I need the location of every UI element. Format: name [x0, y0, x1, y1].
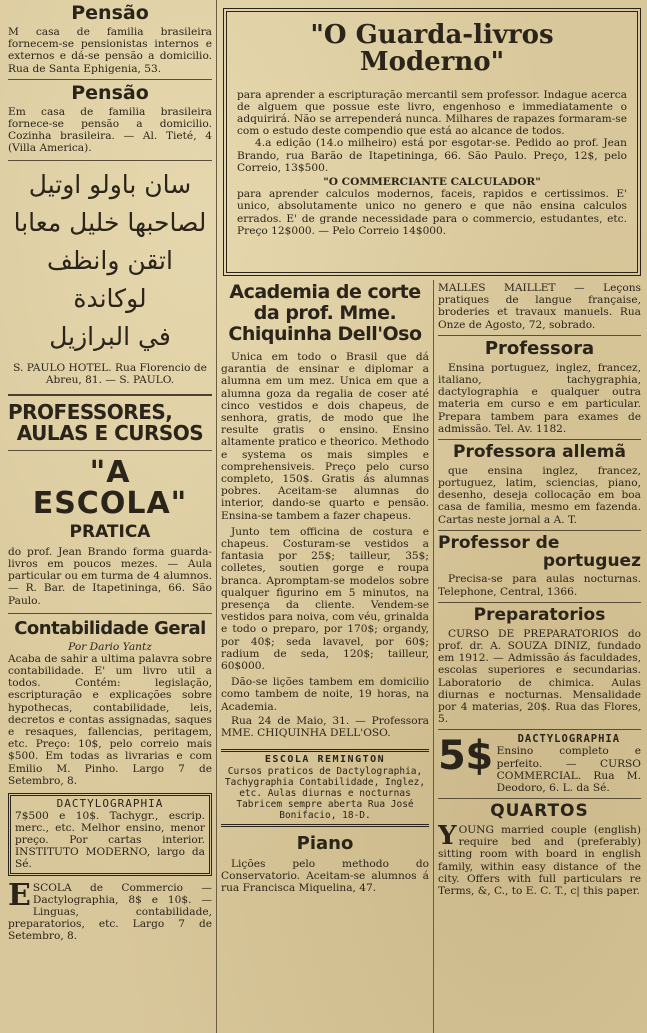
- ad-malles-maillet: [438, 282, 641, 331]
- column-2: [221, 282, 429, 1033]
- ad-title: Pensão: [71, 4, 149, 24]
- arabic-line: في البرازيل: [49, 321, 171, 351]
- ad-body: Ensina portuguez, inglez, francez, italiano, tachygraphia, dactylographia e qualquer outra materia em curso e em particular. Prepara tambem para exames de admissão. Tel. Av. 1182.: [438, 361, 641, 435]
- ad-body: Rua 24 de Maio, 31. — Professora MME. CHIQUINHA DELL'OSO.: [221, 714, 429, 740]
- section-professores: [8, 399, 212, 445]
- ad-sub-body: para aprender calculos modernos, faceis, rapidos e certissimos. E' unico, absolutamente unico no genero e que não ensina calculos errados. E' de grande necessidade para o commercio, estudantes, etc. Preço 12$000. — Pelo Correio 14$000.: [237, 188, 627, 237]
- ad-title: Professora allemã: [453, 441, 626, 462]
- ad-title: Piano: [296, 832, 354, 854]
- ad-escola-commercio: [8, 877, 212, 943]
- divider: [8, 613, 212, 614]
- arabic-line: لصاحبها خليل معابا: [13, 207, 207, 237]
- ad-body: OUNG married couple (english) require bed and (preferably) sitting room with board in english family, within easy distance of the city. Offers with full particulars re Terms, &, C., to E. C. T., c| this paper.: [438, 824, 641, 898]
- ad-body: CURSO DE PREPARATORIOS do prof. dr. A. SOUZA DINIZ, fundado em 1912. — Admissão ás faculdades, escolas superiores e secundarias. Laboratorio de chimica. Aulas diurnas e nocturnas. Mensalidade por 4 materias, 20$. Rua das Flores, 5.: [438, 627, 641, 726]
- arabic-line: سان باولو اوتيل: [28, 169, 192, 199]
- ad-title: QUARTOS: [490, 801, 589, 822]
- column-1: [8, 4, 212, 1033]
- ad-title: "O Guarda-livros Moderno": [310, 20, 554, 78]
- ad-body: Unica em todo o Brasil que dá garantia de ensinar e diplomar a alumna em um mez. Unica em que a alumna goza da regalia de coser até cinco vestidos e dois chapeus, de senhora, gratis, de modo que lhe resulte gratis o ensino. Ensino altamente pratico e theorico. Methodo e systema os mais simples e comprehensiveis. Preço pelo curso completo, 150$. Gratis ás alumnas pobres. Aceitam-se alumnas do interior, dando-se quarto e pensão. Ensina-se tambem a fazer chapeus.: [221, 351, 429, 522]
- ad-title: "A ESCOLA": [32, 454, 188, 522]
- ad-title: Preparatorios: [473, 604, 606, 625]
- ad-body: Junto tem officina de costura e chapeus. Costuram-se vestidos a fantasia por 25$; tailleur, 35$; colletes, soutien gorge e roupa branca. Apromptam-se modelos sobre qualquer figurino em 5 minutos, na presença da cliente. Vendem-se vestidos para noiva, com véu, grinalda e todo o preparo, por 170$; organdy, por 40$; seda lavavel, por 60$; radium de seda, 120$; tailleur, 60$000.: [221, 525, 429, 673]
- ad-title: ESCOLA REMINGTON: [264, 754, 386, 766]
- ad-body: Ensino completo e perfeito. — CURSO COMMERCIAL. Rua M. Deodoro, 6. L. da Sé.: [496, 745, 641, 794]
- ad-professora-alleman: [438, 441, 641, 526]
- drop-cap: E: [8, 877, 31, 913]
- ad-body: MALLES MAILLET — Leçons pratiques de langue française, broderies et travaux manuels. Rua Onze de Agosto, 72, sobrado.: [438, 282, 641, 331]
- divider: [438, 439, 641, 440]
- ad-body: Lições pelo methodo do Conservatorio. Aceitam-se alumnos á rua Francisca Miquelina, 47.: [221, 857, 429, 895]
- ad-title: Academia de corte da prof. Mme. Chiquinha Dell'Oso: [228, 282, 422, 345]
- ad-contabilidade: [8, 617, 212, 787]
- ad-pensao-2: [8, 81, 212, 155]
- divider: [8, 394, 212, 396]
- ad-title: Pensão: [71, 81, 149, 104]
- ad-body: do prof. Jean Brando forma guarda-livros em poucos mezes. — Aula particular ou em turma de 4 alumnos. — R. Bar. de Itapetininga, 66. São Paulo.: [8, 545, 212, 607]
- ad-quartos: [438, 803, 641, 897]
- ad-title: Contabilidade Geral: [14, 617, 206, 639]
- section-title: PROFESSORES,: [8, 399, 173, 424]
- ad-subtitle: "O COMMERCIANTE CALCULADOR": [323, 176, 541, 189]
- column-rule-2: [433, 280, 434, 1033]
- ad-title: Professora: [484, 337, 595, 359]
- divider: [438, 335, 641, 336]
- divider: [8, 160, 212, 161]
- ad-title: DACTYLOGRAPHIA: [517, 733, 621, 746]
- divider: [8, 450, 212, 451]
- ad-title: DACTYLOGRAPHIA: [56, 797, 164, 811]
- ad-dactylographia-box: [8, 793, 212, 876]
- arabic-line: اتقن وانظف لوكاندة: [47, 245, 173, 313]
- divider: [438, 729, 641, 730]
- ad-edition: 4.a edição (14.o milheiro) está por esgotar-se. Pedido ao prof. Jean Brando, rua Barão de Itapetininga, 66. São Paulo. Preço, 12$, pelo Correio, 13$500.: [237, 137, 627, 174]
- hotel-address: S. PAULO HOTEL. Rua Florencio de Abreu, 81. — S. PAULO.: [13, 361, 207, 386]
- ad-title: Professor de: [438, 532, 560, 553]
- ad-body: que ensina inglez, francez, portuguez, latim, sciencias, piano, desenho, deseja collocação em boa casa de familia, mesmo em fazenda. Cartas neste jornal a A. T.: [438, 464, 641, 526]
- ad-professor-portuguez: [438, 532, 641, 598]
- ad-price-big: 5$: [438, 733, 493, 780]
- ad-body: para aprender a escripturação mercantil sem professor. Indague acerca de alguem que possue este livro, engenhoso e immediatamente o adquirirá. Não se arrependerá nunca. Milhares de rapazes formaram-se com o estudo deste compendio que está ao alcance de todos.: [237, 88, 627, 138]
- divider: [8, 79, 212, 80]
- ad-author: Por Dario Yantz: [68, 640, 152, 653]
- ad-dactylographia-5: [438, 734, 641, 794]
- ad-guarda-livros-box: [223, 8, 641, 276]
- drop-cap: Y: [438, 821, 457, 852]
- ad-academia-corte: [221, 282, 429, 739]
- ad-body: M casa de familia brasileira fornecem-se pensionistas internos e externos e dá-se pensão a domicilio. Rua de Santa Ephigenia, 53.: [8, 25, 212, 75]
- column-3: [438, 282, 641, 1033]
- section-title: AULAS E CURSOS: [16, 420, 204, 445]
- ad-body: Precisa-se para aulas nocturnas. Telephone, Central, 1366.: [438, 573, 641, 598]
- ad-title: portuguez: [542, 550, 641, 571]
- divider: [438, 798, 641, 799]
- divider: [438, 602, 641, 603]
- ad-a-escola: [8, 454, 212, 607]
- ad-body: Acaba de sahir a ultima palavra sobre contabilidade. E' um livro util a todos. Contém: legislação, escripturação e explicações sobre hypothecas, contabilidade, leis, decretos e contas assignadas, saques e resaques, fallencias, peritagem, etc. Preço: 10$, pelo correio mais $500. Em todas as livrarias e com Emilio M. Pinho. Largo 7 de Setembro, 8.: [8, 652, 212, 787]
- ad-escola-remington: [221, 749, 429, 827]
- ad-sao-paulo-hotel: [8, 166, 212, 386]
- ad-pensao-1: [8, 4, 212, 75]
- ad-body: Em casa de familia brasileira fornece-se pensão a domicilio. Cozinha brasileira. — Al. Tieté, 4 (Villa America).: [8, 105, 212, 155]
- divider: [438, 530, 641, 531]
- ad-body: Dão-se lições tambem em domicilio como tambem de noite, 19 horas, na Academia.: [221, 676, 429, 713]
- ad-preparatorios: [438, 604, 641, 726]
- ad-body: 7$500 e 10$. Tachygr., escrip. merc., etc. Melhor ensino, menor preço. Por cartas interior. INSTITUTO MODERNO, largo da Sé.: [15, 809, 205, 871]
- ad-piano: [221, 832, 429, 895]
- ad-body: SCOLA de Commercio — Dactylographia, 8$ e 10$. — Linguas, contabilidade, preparatorios, etc. Largo 7 de Setembro, 8.: [8, 881, 212, 943]
- ad-subtitle: PRATICA: [69, 521, 151, 542]
- ad-body: Cursos praticos de Dactylographia, Tachygraphia Contabilidade, Inglez, etc. Aulas diurnas e nocturnas Tabricem sempre aberta Rua José Bonifacio, 18-D.: [224, 765, 426, 821]
- ad-professora: [438, 337, 641, 435]
- column-rule-1: [216, 0, 217, 1033]
